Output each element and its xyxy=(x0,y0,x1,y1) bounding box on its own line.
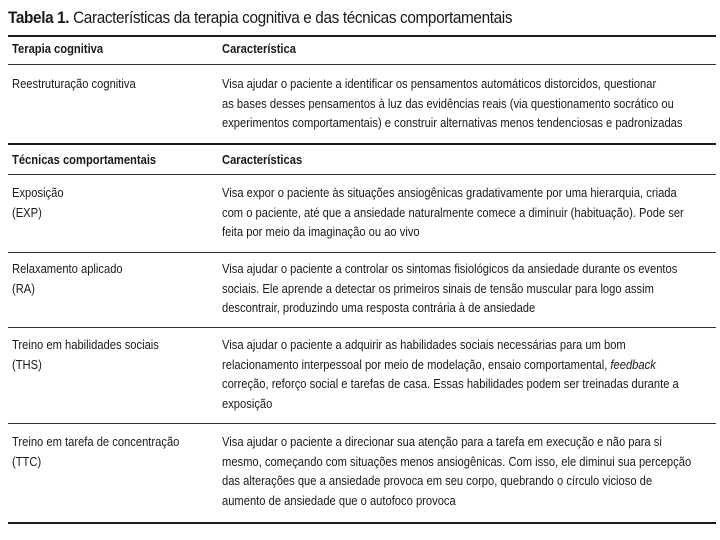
row-description xyxy=(222,183,684,242)
row-desc-line: Visa ajudar o paciente a direcionar sua atenção para a tarefa em execução e não para si xyxy=(222,434,662,449)
row-description xyxy=(222,432,691,510)
row-desc-line: exposição xyxy=(222,395,273,411)
row-divider xyxy=(8,327,716,328)
row-abbrev: (EXP) xyxy=(12,204,42,220)
row-abbrev: (TTC) xyxy=(12,453,42,469)
header-terapia-cognitiva: Terapia cognitiva xyxy=(12,41,104,56)
row-desc-line: experimentos comportamentais) e construir alternativas menos tendenciosas e padronizadas xyxy=(222,115,683,130)
row-abbrev: (THS) xyxy=(12,356,42,372)
row-desc-line: com o paciente, até que a ansiedade naturalmente comece a diminuir (habituação). Pode ser xyxy=(222,204,684,220)
row-name xyxy=(12,259,123,298)
row-name xyxy=(12,183,64,222)
top-rule xyxy=(8,35,716,37)
bottom-rule xyxy=(8,522,716,524)
row-divider xyxy=(8,423,716,424)
header-caracteristica: Característica xyxy=(222,41,296,56)
table-title xyxy=(8,9,512,28)
row-abbrev: (RA) xyxy=(12,280,35,296)
section2-header-rule xyxy=(8,174,716,175)
italic-term: feedback xyxy=(610,356,656,372)
row-desc-line: Visa ajudar o paciente a identificar os pensamentos automáticos distorcidos, questionar xyxy=(222,76,657,91)
row-desc-text: relacionamento interpessoal por meio de modelação, ensaio comportamental, xyxy=(222,356,608,372)
header-caracteristicas: Características xyxy=(222,152,303,167)
row-name-line: Treino em tarefa de concentração xyxy=(12,434,180,449)
row-desc-line: feita por meio da imaginação ou ao vivo xyxy=(222,224,420,239)
table-title-text: Características da terapia cognitiva e das técnicas comportamentais xyxy=(73,9,513,27)
row-desc-line: mesmo, começando com situações menos ansiogênicas. Com isso, ele diminui sua percepção xyxy=(222,453,692,469)
row-name-line: Relaxamento aplicado xyxy=(12,261,123,276)
row-desc-line: das alterações que a ansiedade provoca em seu corpo, quebrando o círculo vicioso de xyxy=(222,473,653,488)
table-title-prefix: Tabela 1. xyxy=(8,9,70,27)
header-tecnicas-comportamentais: Técnicas comportamentais xyxy=(12,152,157,167)
row-name xyxy=(12,432,179,471)
row-name-line: Treino em habilidades sociais xyxy=(12,337,159,352)
row-divider xyxy=(8,252,716,253)
row-desc-line: descontrair, produzindo uma resposta contrária à de ansiedade xyxy=(222,300,536,315)
row-desc-line-with-italic xyxy=(222,355,679,375)
section-divider-rule xyxy=(8,143,716,145)
row-name-line: Reestruturação cognitiva xyxy=(12,76,136,91)
row-description xyxy=(222,335,679,413)
row-desc-line: correção, reforço social e tarefas de casa. Essas habilidades podem ser treinadas durante a xyxy=(222,376,679,391)
row-name xyxy=(12,74,136,94)
row-desc-line: Visa ajudar o paciente a controlar os sintomas fisiológicos da ansiedade durante os eventos xyxy=(222,261,678,276)
row-description xyxy=(222,74,682,133)
row-desc-line: aumento de ansiedade que o autofoco provoca xyxy=(222,492,456,508)
row-desc-line: sociais. Ele aprende a detectar os primeiros sinais de tensão muscular para logo assim xyxy=(222,280,654,296)
section1-header-rule xyxy=(8,64,716,65)
row-desc-line: Visa ajudar o paciente a adquirir as habilidades sociais necessárias para um bom xyxy=(222,337,626,352)
row-description xyxy=(222,259,677,318)
row-desc-line: Visa expor o paciente às situações ansiogênicas gradativamente por uma hierarquia, criada xyxy=(222,185,677,200)
row-name xyxy=(12,335,159,374)
row-desc-line: as bases desses pensamentos à luz das evidências reais (via questionamento socrático ou xyxy=(222,95,674,111)
row-name-line: Exposição xyxy=(12,185,64,200)
